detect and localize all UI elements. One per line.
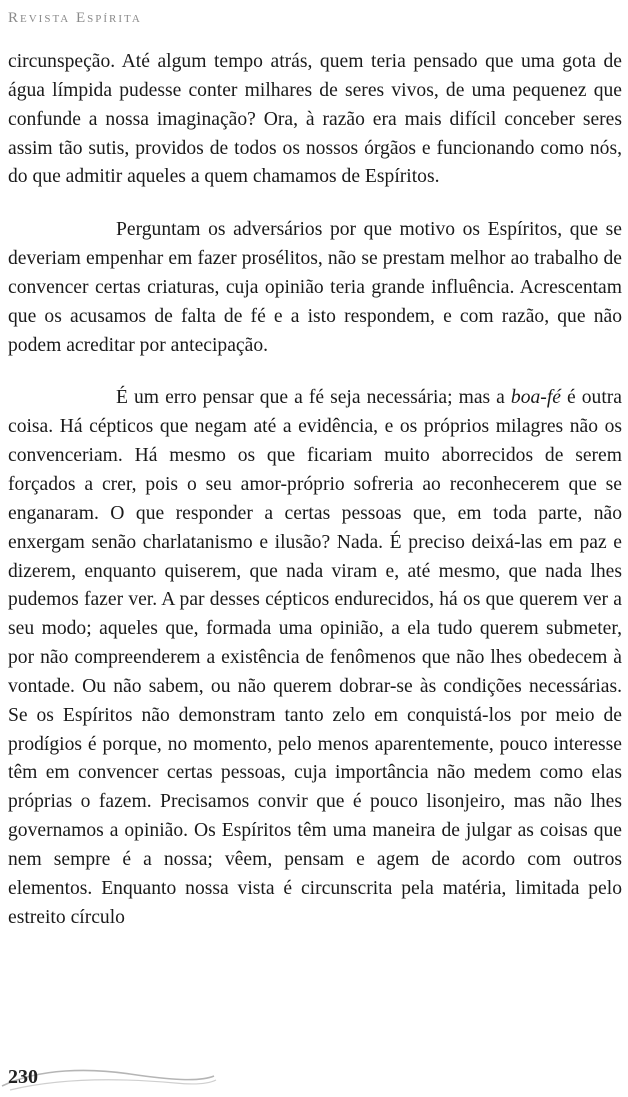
paragraph-3-text-after: é outra coisa. Há cépticos que negam até a evidência, e os próprios milagres não os convenceriam. Há mesmo os que ficariam muito aborrecidos de serem forçados a crer, pois o seu amor-próprio sofreria ao reconhecerem que se enganaram. O que responder a certas pessoas que, em toda parte, não enxergam senão charlatanismo e ilusão? Nada. É preciso deixá-las em paz e dizerem, enquanto quiserem, que nada viram e, até mesmo, que nada lhes pudemos fazer ver. A par desses cépticos endurecidos, há os que querem ver a seu modo; aqueles que, formada uma opinião, a ela tudo querem submeter, por não compreenderem a existência de fenômenos que não lhes obedecem à vontade. Ou não sabem, ou não querem dobrar-se às condições necessárias. Se os Espíritos não demonstram tanto zelo em conquistá-los por meio de prodígios é porque, no momento, pelo menos aparentemente, pouco interesse têm em convencer certas pessoas, cuja importância não medem como elas próprias o fazem. Precisamos convir que é pouco lisonjeiro, mas não lhes governamos a opinião. Os Espíritos têm uma maneira de julgar as coisas que nem sempre é a nossa; vêem, pensam e agem de acordo com outros elementos. Enquanto nossa vista é circunscrita pela matéria, limitada pelo estreito círculo bbox=[8, 387, 622, 928]
paragraph-1: circunspeção. Até algum tempo atrás, quem teria pensado que uma gota de água límpida pudesse conter milhares de seres vivos, de uma pequenez que confunde a nossa imaginação? Ora, à razão era mais difícil conceber seres assim tão sutis, providos de todos os nossos órgãos e funcionando como nós, do que admitir aqueles a quem chamamos de Espíritos. bbox=[8, 51, 622, 188]
running-header: Revista Espírita bbox=[8, 10, 142, 26]
paragraph-2: Perguntam os adversários por que motivo os Espíritos, que se deveriam empenhar em fazer prosélitos, não se prestam melhor ao trabalho de convencer certas criaturas, cuja opinião teria grande influência. Acrescentam que os acusamos de falta de fé e a isto respondem, e com razão, que não podem acreditar por antecipação. bbox=[8, 219, 622, 356]
paragraph-3 bbox=[8, 384, 622, 932]
paragraph-3-text-before: É um erro pensar que a fé seja necessária; mas a bbox=[116, 387, 511, 409]
italic-term-boa-fe: boa-fé bbox=[510, 387, 561, 409]
text-body bbox=[8, 48, 622, 932]
paragraph-spacer bbox=[8, 192, 622, 216]
paragraph-spacer bbox=[8, 360, 622, 384]
page-number: 230 bbox=[8, 1066, 38, 1088]
